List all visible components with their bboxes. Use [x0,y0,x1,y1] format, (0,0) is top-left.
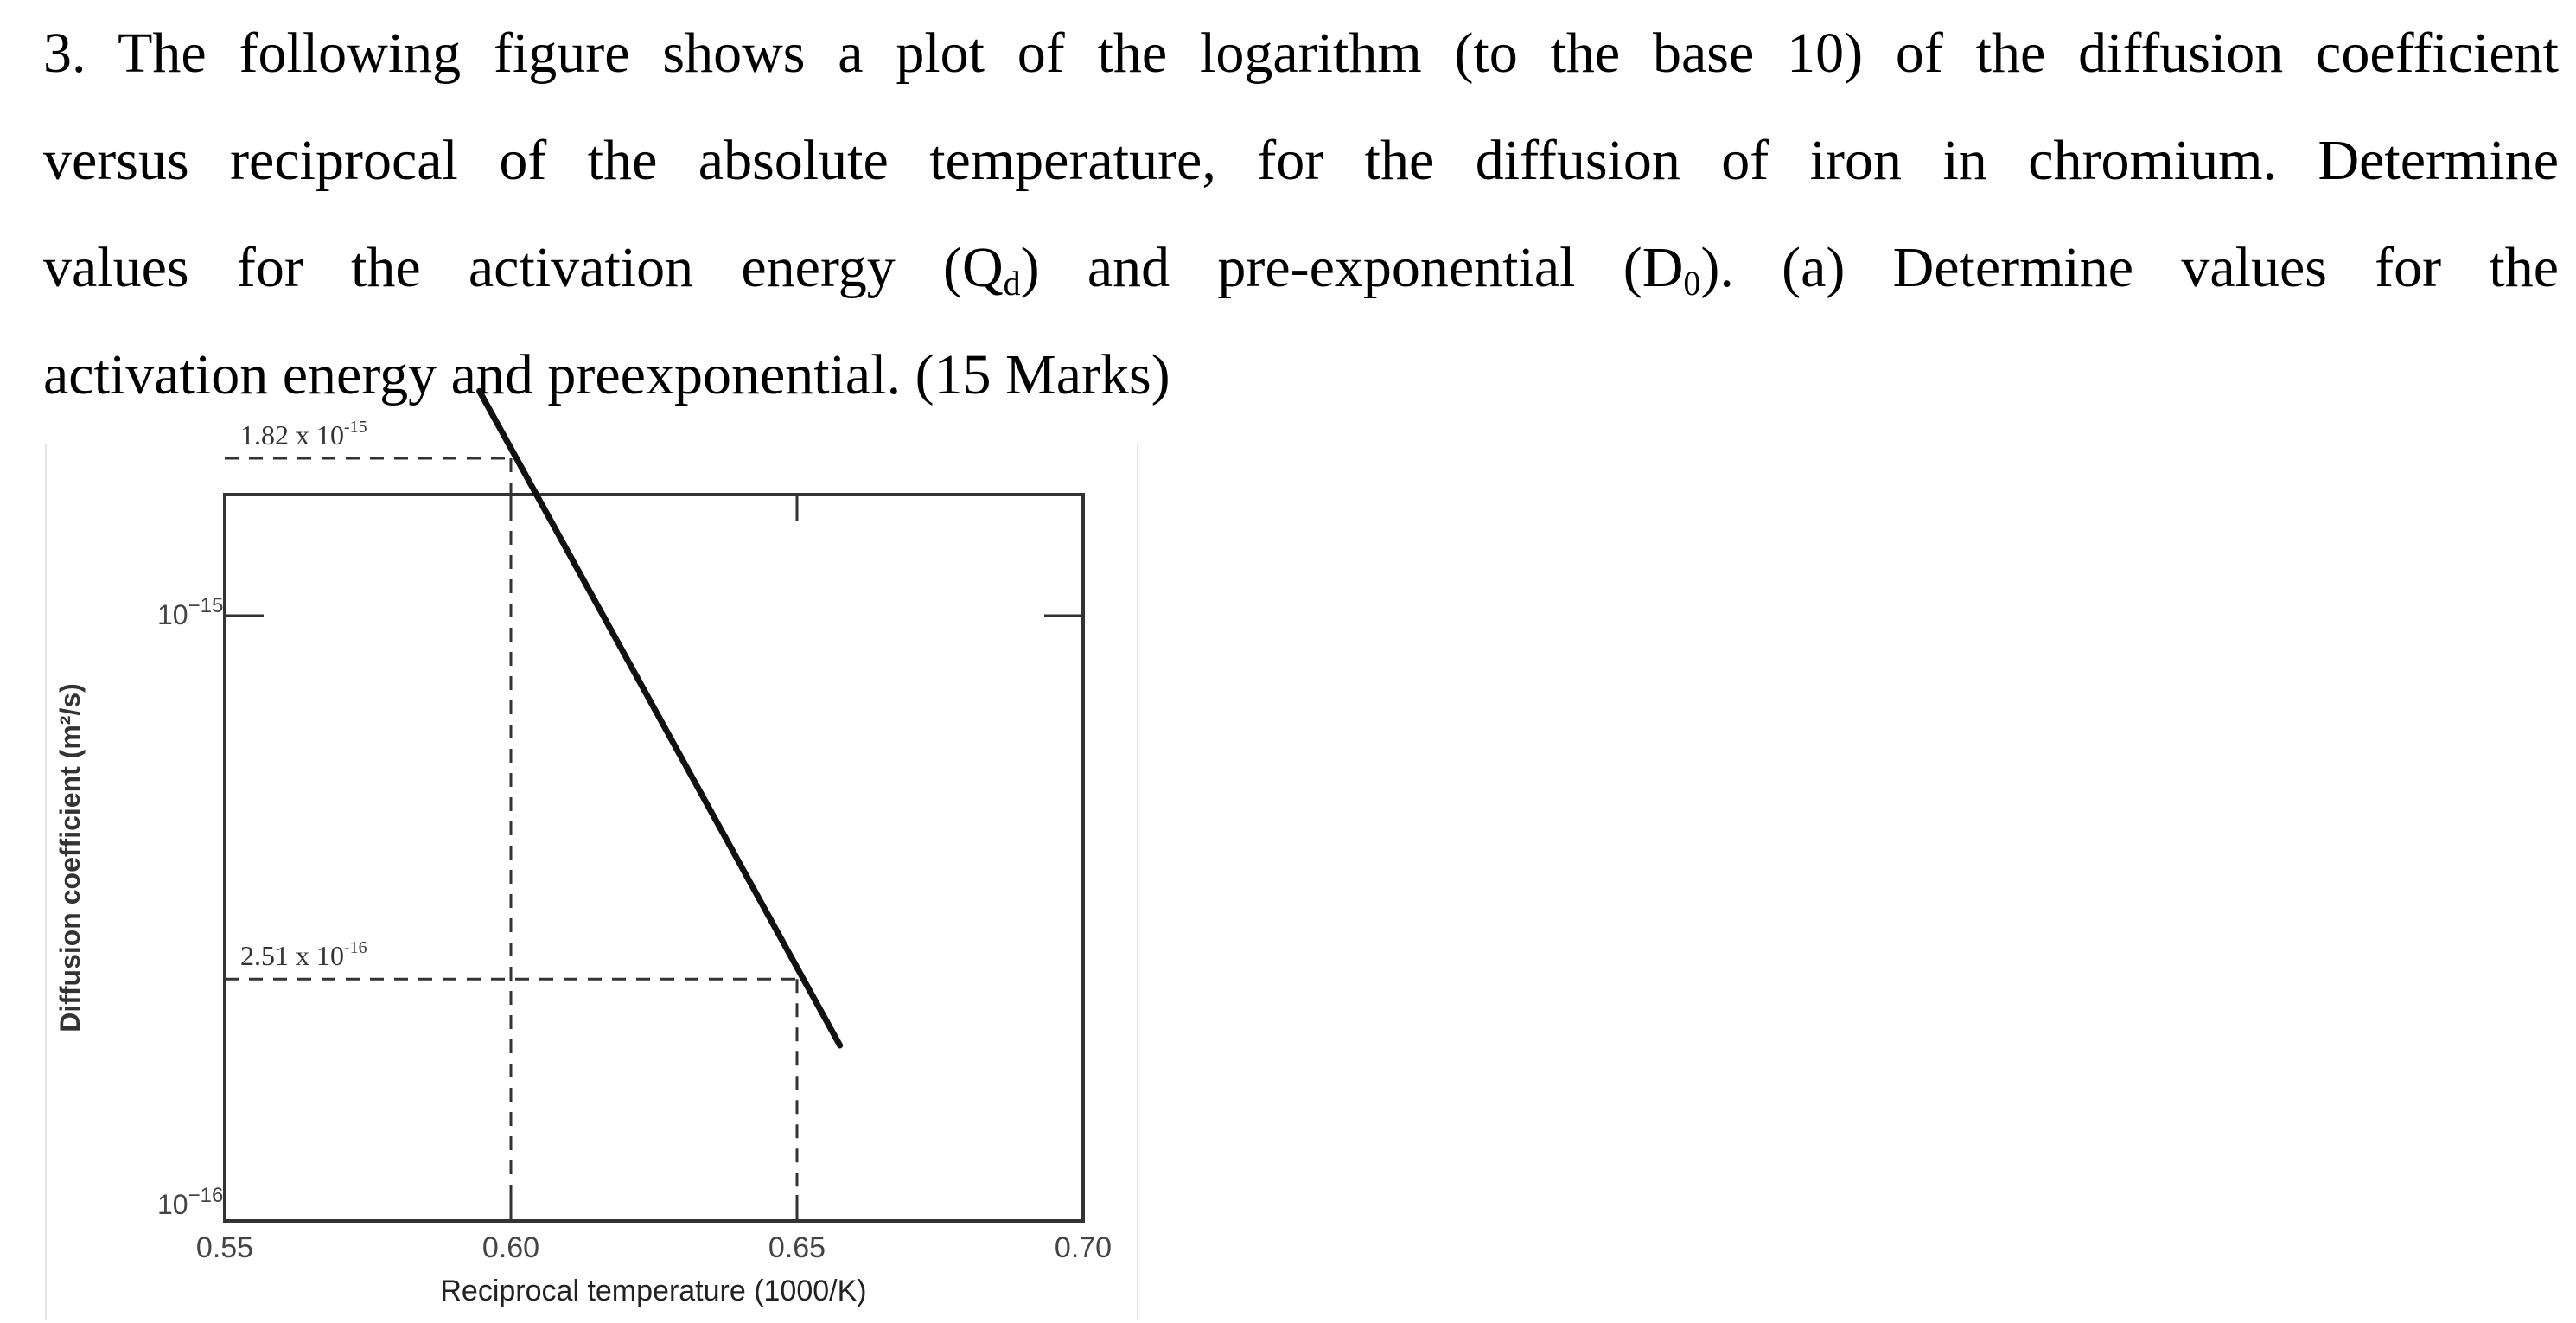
x-axis-label: Reciprocal temperature (1000/K) [440,1275,867,1307]
data-series-line [480,391,840,1045]
annotation-mantissa: 1.82 x 10 [240,419,344,451]
question-text [43,0,2559,429]
annotations [240,418,367,971]
figure-frame [45,417,1138,1320]
y-tick-exponent: −15 [188,594,224,617]
annotation-mantissa: 2.51 x 10 [240,940,344,972]
series-group [480,391,840,1045]
y-tick-base: 10 [157,1189,188,1220]
x-tick-label: 0.60 [481,1231,540,1264]
diffusion-chart [47,417,1140,1320]
annotation-label [240,418,367,451]
annotation-exponent: -15 [344,417,367,437]
plot-frame [225,495,1083,1221]
x-tick-label: 0.55 [195,1231,254,1264]
question-line-1: 3. The following figure shows a plot of the logarithm (to the base 10) of the diffusion coefficient [43,22,2559,85]
tick-marks [225,495,1083,1221]
y-tick-label [157,594,223,630]
y-tick-exponent: −16 [188,1184,224,1207]
question-line-3-part-3: ). (a) Determine values for the [1700,236,2559,299]
question-line-4: activation energy and preexponential. (15 Marks) [43,343,1170,406]
y-tick-base: 10 [157,599,188,630]
question-line-3-part-1: values for the activation energy (Q [43,236,1004,299]
x-tick-label: 0.70 [1054,1231,1113,1264]
dashed-guide-lines [225,458,797,1221]
x-tick-label: 0.65 [768,1231,826,1264]
question-line-3 [43,214,2559,322]
y-tick-label [157,1184,223,1220]
question-line-2: versus reciprocal of the absolute temperature, for the diffusion of iron in chromium. Determine [43,129,2559,192]
annotation-exponent: -16 [344,938,367,958]
annotation-label [240,938,367,971]
pre-exponential-subscript: 0 [1683,264,1701,303]
y-axis-label: Diffusion coefficient (m²/s) [54,683,86,1032]
question-line-3-part-2: ) and pre-exponential (D [1020,236,1684,299]
tick-labels [157,594,1112,1264]
activation-energy-subscript: d [1003,264,1021,303]
